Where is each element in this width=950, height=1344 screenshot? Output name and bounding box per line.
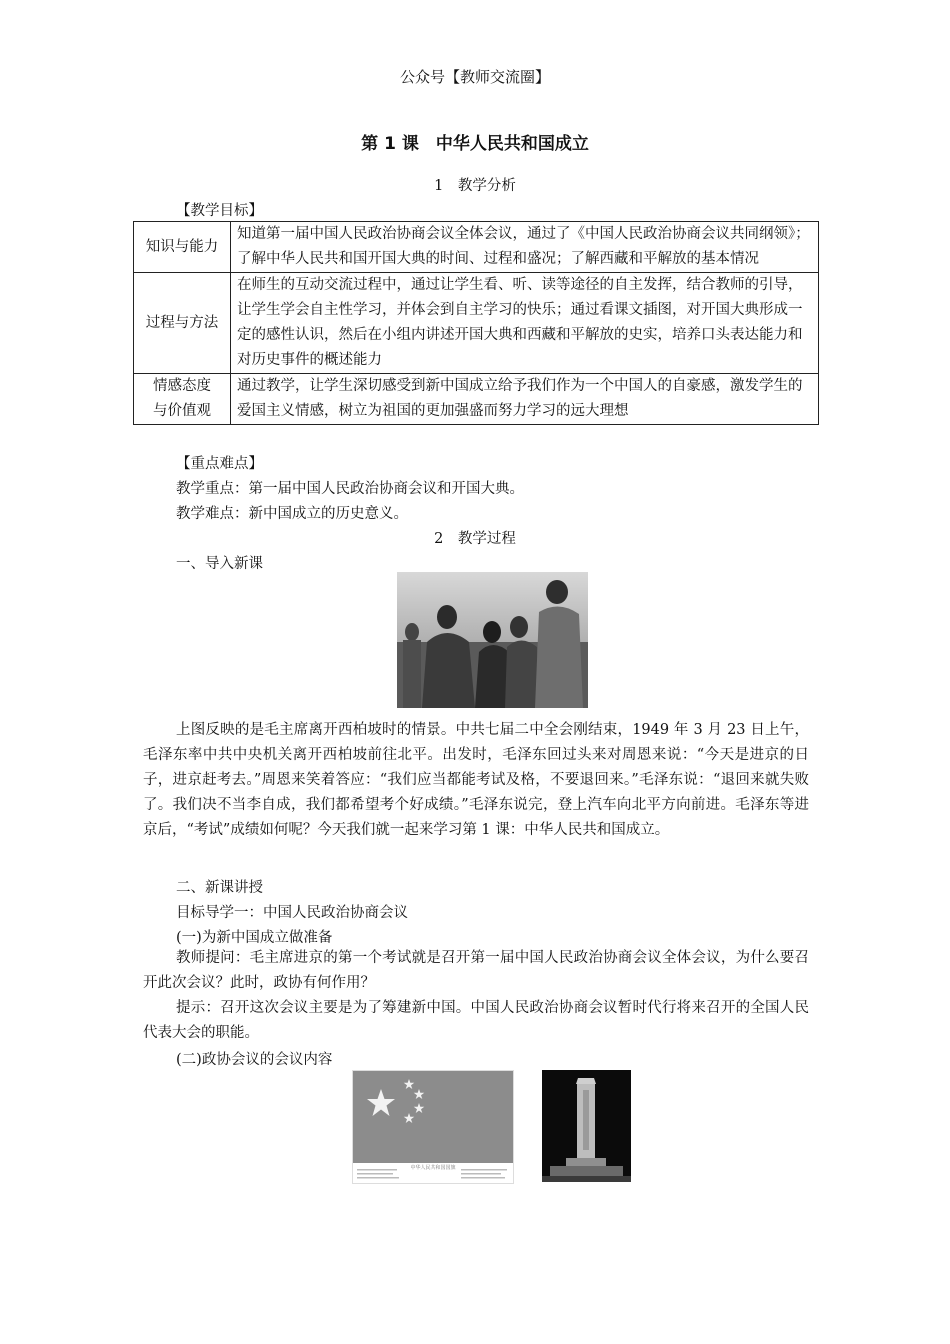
focus-heading: 【重点难点】 [176, 456, 263, 472]
goal-1: 目标导学一：中国人民政治协商会议 [176, 905, 408, 921]
objective-key: 过程与方法 [134, 273, 231, 374]
page-header: 公众号【教师交流圈】 [399, 68, 550, 86]
lesson-title: 第 1 课 中华人民共和国成立 [361, 134, 589, 154]
hint-paragraph: 提示：召开这次会议主要是为了筹建新中国。中国人民政治协商会议暂时代行将来召开的全国人民代表大会的职能。 [143, 1000, 809, 1041]
subsection-1: (一)为新中国成立做准备 [176, 930, 333, 946]
objective-text: 通过教学，让学生深切感受到新中国成立给予我们作为一个中国人的自豪感，激发学生的爱国主义情感，树立为祖国的更加强盛而努力学习的远大理想 [231, 374, 819, 425]
objective-key-line1: 情感态度 [153, 378, 211, 394]
national-flag-image [352, 1070, 514, 1184]
xibaipo-photo [397, 572, 588, 708]
table-row [134, 273, 819, 374]
objective-text: 知道第一届中国人民政治协商会议全体会议，通过了《中国人民政治协商会议共同纲领》；了解中华人民共和国开国大典的时间、过程和盛况；了解西藏和平解放的基本情况 [231, 222, 819, 273]
objective-key: 知识与能力 [134, 222, 231, 273]
objective-key-line2: 与价值观 [153, 403, 211, 419]
teaching-focus: 教学重点：第一届中国人民政治协商会议和开国大典。 [176, 481, 524, 497]
monument-photo [542, 1070, 631, 1182]
objective-key [134, 374, 231, 425]
subsection-2: (二)政协会议的会议内容 [176, 1052, 333, 1068]
objectives-heading: 【教学目标】 [176, 203, 263, 219]
table-row [134, 222, 819, 273]
teaching-difficulty: 教学难点：新中国成立的历史意义。 [176, 506, 408, 522]
objectives-table [133, 221, 819, 425]
flag-caption: 中华人民共和国国旗 [410, 1165, 456, 1171]
objective-text: 在师生的互动交流过程中，通过让学生看、听、读等途径的自主发挥，结合教师的引导，让学生学会自主性学习，并体会到自主学习的快乐；通过看课文插图，对开国大典形成一定的感性认识，然后在小组内讲述开国大典和西藏和平解放的史实，培养口头表达能力和对历史事件的概述能力 [231, 273, 819, 374]
section-analysis: 1 教学分析 [434, 178, 516, 194]
new-lesson-heading: 二、新课讲授 [176, 880, 263, 896]
table-row [134, 374, 819, 425]
intro-paragraph: 上图反映的是毛主席离开西柏坡时的情景。中共七届二中全会刚结束，1949 年 3 月 23 日上午，毛泽东率中共中央机关离开西柏坡前往北平。出发时，毛泽东回过头来对周恩来说：“今天是进京的日子，进京赶考去。”周恩来笑着答应：“我们应当都能考试及格，不要退回来。”毛泽东说：“退回来就失败了。我们决不当李自成，我们都希望考个好成绩。”毛泽东说完，登上汽车向北平方向前进。毛泽东等进京后，“考试”成绩如何呢？今天我们就一起来学习第 1 课：中华人民共和国成立。 [143, 722, 809, 838]
intro-heading: 一、导入新课 [176, 556, 263, 572]
teacher-question: 教师提问：毛主席进京的第一个考试就是召开第一届中国人民政治协商会议全体会议，为什么要召开此次会议？此时，政协有何作用？ [143, 950, 809, 991]
section-process: 2 教学过程 [434, 531, 516, 547]
